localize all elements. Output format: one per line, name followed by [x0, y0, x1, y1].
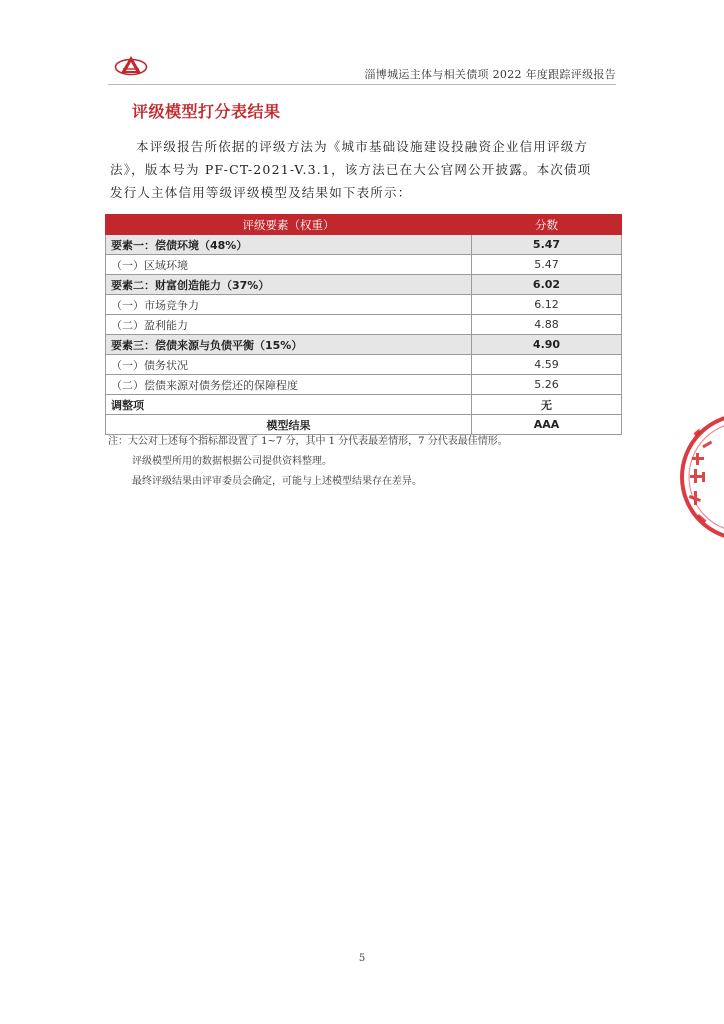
row-score: 6.02	[472, 275, 622, 295]
row-label: （二）偿债来源对债务偿还的保障程度	[106, 375, 472, 395]
row-score: 4.88	[472, 315, 622, 335]
row-score: 6.12	[472, 295, 622, 315]
intro-line-1: 本评级报告所依据的评级方法为《城市基础设施建设投融资企业信用评级方	[136, 139, 589, 154]
report-header-title: 淄博城运主体与相关债项 2022 年度跟踪评级报告	[364, 68, 616, 81]
row-label: （一）区域环境	[106, 255, 472, 275]
company-seal-stamp	[672, 405, 724, 555]
note-line-2: 评级模型所用的数据根据公司提供资料整理。	[132, 456, 332, 467]
row-label: 要素一：偿债环境（48%）	[106, 235, 472, 255]
rating-model-score-table	[105, 214, 622, 435]
table-row-debt-status	[106, 355, 622, 375]
row-label: 模型结果	[106, 415, 472, 435]
row-score: 5.26	[472, 375, 622, 395]
intro-paragraph	[110, 135, 617, 204]
table-row-repayment-coverage	[106, 375, 622, 395]
row-score: 4.59	[472, 355, 622, 375]
row-label: 调整项	[106, 395, 472, 415]
table-row-factor-1	[106, 235, 622, 255]
note-line-1: 注：大公对上述每个指标都设置了 1~7 分，其中 1 分代表最差情形，7 分代表最佳情形。	[108, 436, 508, 447]
row-label: （一）债务状况	[106, 355, 472, 375]
row-score: 4.90	[472, 335, 622, 355]
table-header-row	[106, 215, 622, 235]
intro-line-3: 发行人主体信用等级评级模型及结果如下表所示：	[110, 185, 412, 200]
table-row-regional-environment	[106, 255, 622, 275]
table-row-factor-2	[106, 275, 622, 295]
intro-line-2: 法》，版本号为 PF-CT-2021-V.3.1，该方法已在大公官网公开披露。本次债项	[110, 162, 592, 177]
row-label: （二）盈利能力	[106, 315, 472, 335]
column-header-score: 分数	[472, 215, 622, 235]
header-divider	[108, 84, 616, 85]
table-row-factor-3	[106, 335, 622, 355]
table-row-adjustment	[106, 395, 622, 415]
column-header-factor: 评级要素（权重）	[106, 215, 472, 235]
row-label: （一）市场竞争力	[106, 295, 472, 315]
row-score: 5.47	[472, 235, 622, 255]
row-label: 要素三：偿债来源与负债平衡（15%）	[106, 335, 472, 355]
page-number: 5	[358, 953, 366, 964]
table-notes	[108, 432, 508, 492]
table-row-profitability	[106, 315, 622, 335]
row-score: 无	[472, 395, 622, 415]
company-logo	[114, 54, 148, 78]
note-line-3: 最终评级结果由评审委员会确定，可能与上述模型结果存在差异。	[132, 476, 422, 487]
row-score: 5.47	[472, 255, 622, 275]
section-title: 评级模型打分表结果	[132, 102, 281, 121]
row-score: AAA	[472, 415, 622, 435]
row-label: 要素二：财富创造能力（37%）	[106, 275, 472, 295]
table-row-market-competitiveness	[106, 295, 622, 315]
